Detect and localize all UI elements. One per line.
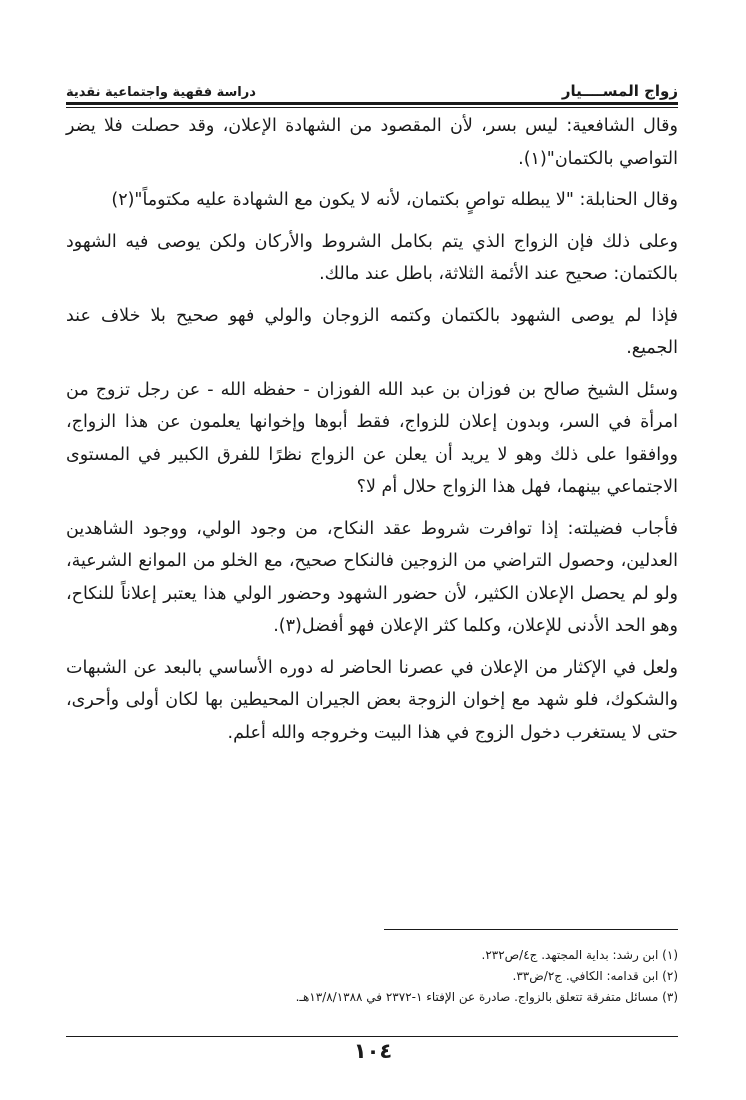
paragraph: وعلى ذلك فإن الزواج الذي يتم بكامل الشروط والأركان ولكن يوصى فيه الشهود بالكتمان: صحيح عند الأئمة الثلاثة، باطل عند مالك. (66, 231, 678, 284)
paragraph: وقال الشافعية: ليس بسر، لأن المقصود من الشهادة الإعلان، وقد حصلت فلا يضر التواصي بالكتمان"(١). (66, 116, 678, 169)
paragraph: فإذا لم يوصى الشهود بالكتمان وكتمه الزوجان والولي فهو صحيح بلا خلاف عند الجميع. (66, 305, 678, 358)
paragraph: ولعل في الإكثار من الإعلان في عصرنا الحاضر له دوره الأساسي بالبعد عن الشبهات والشكوك، فلو شهد مع إخوان الزوجة بعض الجيران المحيطين بها لكان أولى وأحرى، حتى لا يستغرب دخول الزوج في هذا البيت وخروجه والله أعلم. (66, 657, 678, 743)
footnote-1: (١) ابن رشد: بداية المجتهد. ج٤/ص٢٣٢. (481, 948, 678, 962)
footnotes (66, 945, 678, 1008)
footnote-2: (٢) ابن قدامه: الكافي. ج٢/ض٣٣. (512, 969, 678, 983)
header-title: زواج المســــيار (561, 82, 678, 100)
footnote-divider (384, 929, 678, 930)
paragraph: فأجاب فضيلته: إذا توافرت شروط عقد النكاح، من وجود الولي، ووجود الشاهدين العدلين، وحصول التراضي من الزوجين فالنكاح صحيح، مع الخلو من الموانع الشرعية، ولو لم يحصل الإعلان الكثير، لأن حضور الشهود وحضور الولي هذا يعتبر إعلاناً للنكاح، وهو الحد الأدنى للإعلان، وكلما كثر الإعلان فهو أفضل(٣). (66, 518, 678, 636)
header-subtitle: دراسة فقهية واجتماعية نقدية (66, 85, 256, 100)
running-header (66, 68, 678, 100)
footer-divider (66, 1036, 678, 1037)
page-number: ١٠٤ (353, 1039, 393, 1063)
body-text (66, 110, 678, 758)
footnote-3: (٣) مسائل متفرقة تتعلق بالزواج. صادرة عن الإفتاء ١-٢٣٧٢ في ١٣/٨/١٣٨٨هـ. (295, 990, 678, 1004)
paragraph: وقال الحنابلة: "لا يبطله تواصٍ بكتمان، لأنه لا يكون مع الشهادة عليه مكتوماً"(٢) (111, 190, 678, 210)
paragraph: وسئل الشيخ صالح بن فوزان بن عبد الله الفوزان - حفظه الله - عن رجل تزوج من امرأة في السر، وبدون إعلان للزواج، فقط أبوها وإخوانها يعلمون عن هذا الزواج، ووافقوا على ذلك وهو لا يريد أن يعلن عن الزواج نظرًا للفرق الكبير في المستوى الاجتماعي بينهما، فهل هذا الزواج حلال أم لا؟ (66, 379, 678, 497)
header-divider (66, 102, 678, 108)
